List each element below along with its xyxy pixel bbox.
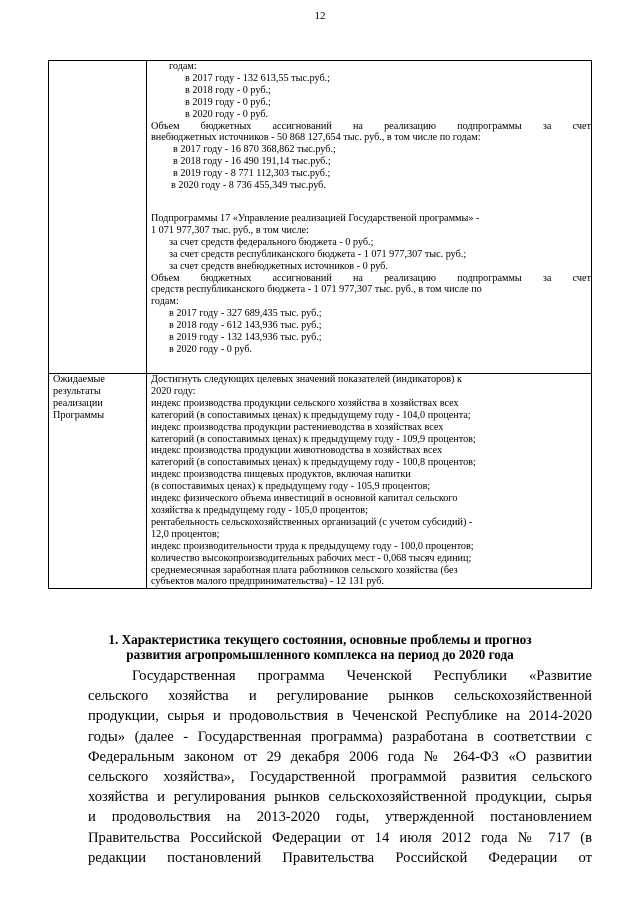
text-line: в 2019 году - 132 143,936 тыс. руб.;: [169, 332, 322, 344]
text-line: среднемесячная заработная плата работников сельского хозяйства (без: [151, 564, 458, 576]
text-line: Объем бюджетных ассигнований на реализацию подпрограммы за счет: [151, 272, 591, 284]
text-line: индекс производства продукции животноводства в хозяйствах всех: [151, 445, 443, 457]
expected-results-cell: [147, 374, 592, 589]
section-paragraph: [88, 666, 592, 868]
label-line: результаты: [53, 385, 101, 397]
paragraph-line: Государственная программа Чеченской Республики «Развитие: [132, 668, 592, 684]
text-line: в 2020 году - 0 руб.: [169, 343, 253, 355]
text-line: категорий (в сопоставимых ценах) к предыдущему году - 100,8 процентов;: [151, 457, 476, 469]
text-line: субъектов малого предпринимательства) - 12 131 руб.: [151, 576, 384, 588]
text-line: в 2018 году - 612 143,936 тыс. руб.;: [169, 320, 322, 332]
text-line: индекс производительности труда к предыдущему году - 100,0 процентов;: [151, 540, 474, 552]
text-line: 2020 году:: [151, 385, 196, 397]
text-line: индекс физического объема инвестиций в основной капитал сельского: [151, 493, 458, 505]
heading-line: 1. Характеристика текущего состояния, основные проблемы и прогноз: [108, 632, 532, 647]
text-line: Объем бюджетных ассигнований на реализацию подпрограммы за счет: [151, 120, 591, 132]
heading-line: развития агропромышленного комплекса на период до 2020 года: [126, 647, 514, 662]
paragraph-line: продукции, сырья и продовольствия в Чеченской Республике на 2014-2020: [88, 708, 592, 725]
label-line: Программы: [53, 409, 105, 421]
text-line: индекс производства пищевых продуктов, включая напитки: [151, 469, 411, 481]
program-passport-table: [48, 60, 592, 589]
text-line: за счет средств внебюджетных источников - 0 руб.: [169, 260, 388, 272]
text-line: средств республиканского бюджета - 1 071 977,307 тыс. руб., в том числе по: [151, 284, 482, 296]
text-line: категорий (в сопоставимых ценах) к предыдущему году - 109,9 процентов;: [151, 433, 476, 445]
text-line: в 2020 году - 8 736 455,349 тыс.руб.: [171, 180, 326, 192]
text-line: хозяйства к предыдущему году - 105,0 процентов;: [151, 504, 368, 516]
paragraph-line: сельского хозяйства и регулирование рынков сельскохозяйственной: [88, 688, 592, 705]
paragraph-line: Федеральным законом от 29 декабря 2006 года № 264-ФЗ «О развитии: [88, 748, 592, 765]
text-line: в 2019 году - 0 руб.;: [185, 96, 271, 108]
text-line: в 2019 году - 8 771 112,303 тыс.руб.;: [173, 168, 331, 180]
text-line: 1 071 977,307 тыс. руб., в том числе:: [151, 224, 309, 236]
text-line: количество высокопроизводительных рабочих мест - 0,068 тысяч единиц;: [151, 552, 472, 564]
spacer: [151, 192, 591, 213]
text-line: категорий (в сопоставимых ценах) к предыдущему году - 104,0 процента;: [151, 409, 471, 421]
funding-cell: [147, 61, 592, 374]
paragraph-line: хозяйства и регулирования рынков сельскохозяйственной продукции, сырья: [88, 789, 592, 806]
label-line: Ожидаемые: [53, 374, 105, 385]
text-line: за счет средств республиканского бюджета - 1 071 977,307 тыс. руб.;: [169, 248, 467, 260]
text-line: (в сопоставимых ценах) к предыдущему году - 105,9 процентов;: [151, 481, 431, 493]
text-line: рентабельность сельскохозяйственных организаций (с учетом субсидий) -: [151, 516, 473, 528]
text-line: годам:: [169, 61, 197, 72]
table-row: [49, 374, 592, 589]
paragraph-line: и продовольствия на 2013-2020 годы, утвержденной постановлением: [88, 809, 592, 826]
paragraph-line: годы» (далее - Государственная программа) разработана в соответствии с: [88, 728, 592, 745]
text-line: в 2018 году - 16 490 191,14 тыс.руб.;: [173, 156, 331, 168]
text-line: Подпрограммы 17 «Управление реализацией Государственой программы» -: [151, 212, 480, 224]
text-line: внебюджетных источников - 50 868 127,654 тыс. руб., в том числе по годам:: [151, 132, 481, 144]
text-line: за счет средств федерального бюджета - 0 руб.;: [169, 236, 374, 248]
table-row: [49, 61, 592, 374]
page-number: 12: [314, 10, 326, 22]
text-line: Достигнуть следующих целевых значений показателей (индикаторов) к: [151, 374, 462, 385]
text-line: в 2020 году - 0 руб.: [185, 108, 269, 120]
text-line: индекс производства продукции растениеводства в хозяйствах всех: [151, 421, 444, 433]
text-line: 12,0 процентов;: [151, 528, 220, 540]
paragraph-line: редакции постановлений Правительства Российской Федерации от: [88, 849, 592, 866]
text-line: в 2017 году - 16 870 368,862 тыс.руб.;: [173, 144, 336, 156]
label-line: реализации: [53, 397, 103, 409]
row-label-cell: [49, 374, 147, 589]
text-line: индекс производства продукции сельского хозяйства в хозяйствах всех: [151, 397, 459, 409]
text-line: годам:: [151, 296, 179, 308]
text-line: в 2017 году - 327 689,435 тыс. руб.;: [169, 308, 322, 320]
paragraph-line: Правительства Российской Федерации от 14 июля 2012 года № 717 (в: [88, 829, 592, 846]
paragraph-line: сельского хозяйства», Государственной программой развития сельского: [88, 769, 592, 786]
row-label-cell: [49, 61, 147, 374]
section-heading: [48, 632, 592, 662]
text-line: в 2018 году - 0 руб.;: [185, 84, 271, 96]
text-line: в 2017 году - 132 613,55 тыс.руб.;: [185, 72, 331, 84]
